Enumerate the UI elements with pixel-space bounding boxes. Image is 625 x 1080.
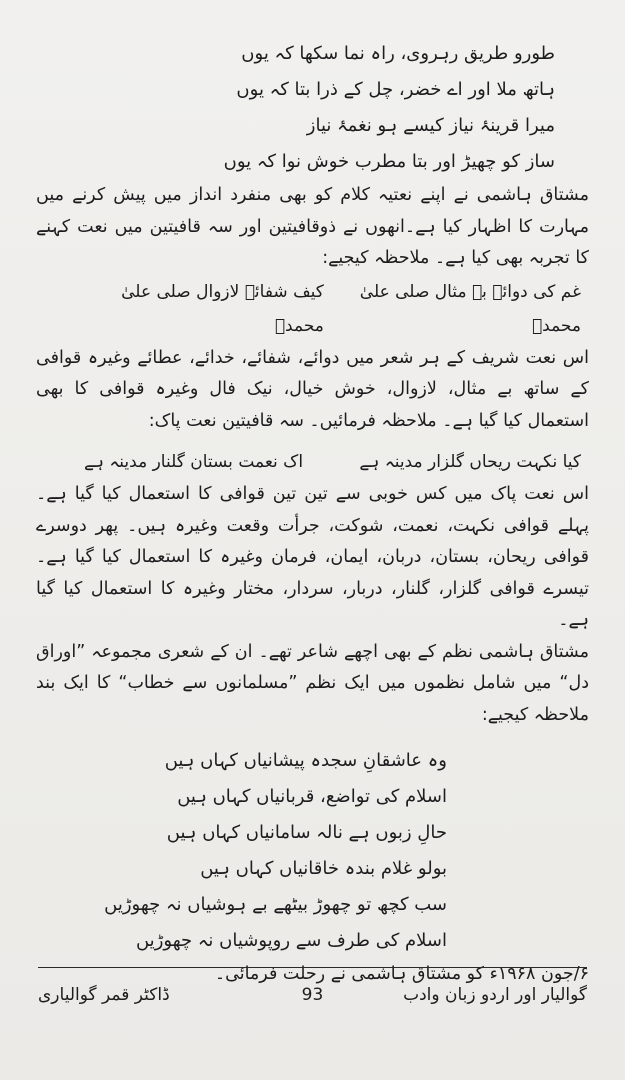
verse-line: ساز کو چھیڑ اور بتا مطرب خوش نوا کہ یوں [223,151,555,172]
poem-line: بولو غلام بندہ خاقانیاں کہاں ہیں [200,858,447,879]
poem-line: اسلام کی تواضع، قربانیاں کہاں ہیں [177,786,447,807]
couplet-first-half: غم کی دوائے بے مثال صلی علیٰ محمدؐ [359,281,581,336]
verse-line: میرا قرینۂ نیاز کیسے ہو نغمۂ نیاز [306,115,555,136]
page-number: 93 [301,985,324,1005]
closing-line: ۶/جون ۱۹۶۸ء کو مشتاق ہاشمی نے رحلت فرمائی۔ [214,964,589,984]
couplet-seh-qafiyatain [36,445,589,479]
couplet-second-half: کیف شفائے لازوال صلی علیٰ محمدؐ [121,281,324,336]
paragraph-three-qawafi: اس نعت پاک میں کس خوبی سے تین تین قوافی کا استعمال کیا گیا ہے۔ پہلے قوافی نکہت، نعمت، شوکت، جرأت وقعت وغیرہ ہیں۔ پھر دوسرے قوافی ریحان، بستان، دربان، ایمان، فرمان وغیرہ کا استعمال کیا گیا ہے۔ تیسرے قوافی گلزار، گلنار، دربار، سردار، مختار وغیرہ کا استعمال کیا گیا ہے۔ [36,484,589,630]
poem-line: سب کچھ تو چھوڑ بیٹھے بے ہوشیاں نہ چھوڑیں [104,894,447,915]
verse-line: طورو طریق رہروی، راہ نما سکھا کہ یوں [241,43,555,64]
page-footer [38,978,587,1012]
footer-book-title: گوالیار اور اردو زبان وادب [403,985,587,1005]
poem-line: وہ عاشقانِ سجدہ پیشانیاں کہاں ہیں [164,750,447,771]
couplet-zu-qafiyatain [36,275,589,343]
page-content [36,36,589,991]
poem-line: اسلام کی طرف سے روپوشیاں نہ چھوڑیں [135,930,447,951]
couplet-second-half: اک نعمت بستان گلنار مدینہ ہے [84,452,304,472]
paragraph-nazm: مشتاق ہاشمی نظم کے بھی اچھے شاعر تھے۔ ان کے شعری مجموعہ ”اوراق دل“ میں شامل نظموں میں ایک نظم ”مسلمانوں سے خطاب“ کا ایک بند ملاحظہ کیجیے: [36,641,589,725]
couplet-first-half: کیا نکہت ریحاں گلزار مدینہ ہے [359,452,581,472]
paragraph-naat-style: مشتاق ہاشمی نے اپنے نعتیہ کلام کو بھی منفرد انداز میں پیش کرنے میں مہارت کا اظہار کیا ہے۔انھوں نے ذوقافیتین اور سہ قافیتین میں نعت کہنے کا تجربہ بھی کیا ہے۔ ملاحظہ کیجیے: [36,185,589,268]
paragraph-qawafi: اس نعت شریف کے ہر شعر میں دوائے، شفائے، خدائے، عطائے وغیرہ قوافی کے ساتھ بے مثال، لازوال، خوش خیال، نیک فال وغیرہ قوافی کا بھی استعمال کیا گیا ہے۔ ملاحظہ فرمائیں۔ سہ قافیتین نعت پاک: [36,347,589,431]
verse-line: ہاتھ ملا اور اے خضر، چل کے ذرا بتا کہ یوں [236,79,555,100]
footer-author: ڈاکٹر قمر گوالیاری [38,985,170,1005]
footer-divider [38,967,587,968]
poem-stanza [36,743,589,959]
poem-line: حالِ زبوں ہے نالہ سامانیاں کہاں ہیں [166,822,447,843]
opening-verses [36,36,589,180]
